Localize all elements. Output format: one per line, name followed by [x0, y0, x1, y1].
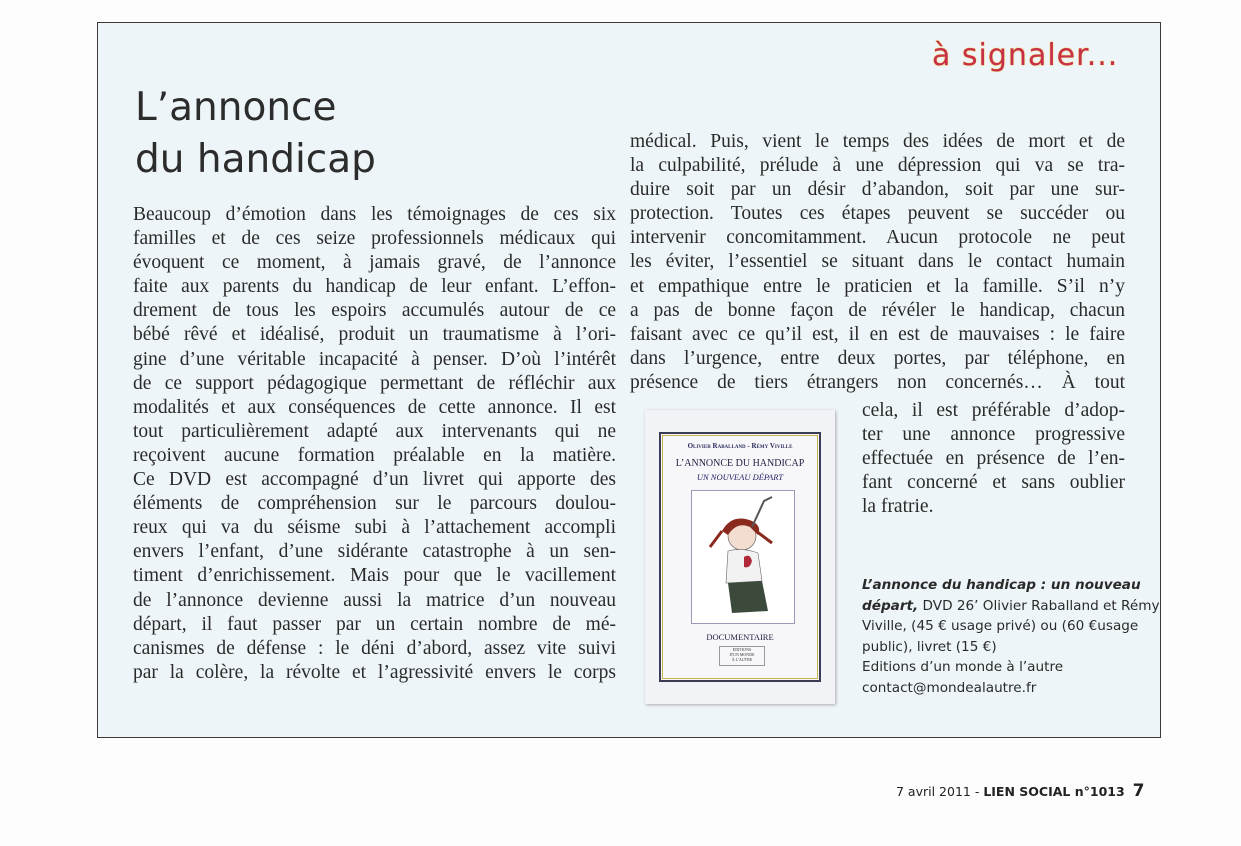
cover-subtitle: UN NOUVEAU DÉPART	[696, 472, 784, 482]
caption-details: DVD 26’ Olivier Raballand et Rémy Viville, (45 € usage privé) ou (60 €usage public), livret (15 €)	[862, 597, 1160, 655]
text-line: familles et de ces seize professionnels médicaux qui	[133, 228, 616, 250]
article-title	[135, 82, 376, 186]
caption-publisher: Editions d’un monde à l’autre	[862, 659, 1064, 675]
publisher-logo: EDITIONS D'UN MONDE À L'AUTRE	[719, 646, 765, 666]
text-line: la fratrie.	[862, 496, 934, 518]
section-label: à signaler...	[932, 38, 1119, 73]
right-column-narrow	[862, 399, 1125, 519]
text-line: de ce support pédagogique permettant de réfléchir aux	[133, 372, 616, 394]
cover-illustration	[691, 490, 795, 624]
text-line: reçoivent aucune formation préalable en la matière.	[133, 444, 616, 466]
footer-magazine: LIEN SOCIAL n°1013	[983, 784, 1125, 799]
dvd-caption	[862, 575, 1162, 698]
text-line: timent d’enrichissement. Mais pour que le vacillement	[133, 565, 616, 587]
text-line: protection. Toutes ces étapes peuvent se succéder ou	[630, 203, 1125, 225]
text-line: les éviter, l’essentiel se situant dans le contact humain	[630, 251, 1125, 273]
title-line: du handicap	[135, 137, 376, 182]
text-line: a pas de bonne façon de révéler le handicap, chacun	[630, 299, 1125, 321]
text-line: bébé rêvé et idéalisé, produit un traumatisme à l’ori-	[133, 324, 616, 346]
footer-date: 7 avril 2011 -	[896, 784, 984, 799]
caption-contact: contact@mondealautre.fr	[862, 679, 1037, 696]
text-line: faite aux parents du handicap de leur enfant. L’effon-	[133, 276, 616, 298]
text-line: canismes de défense : le déni d’abord, assez vite suivi	[133, 637, 616, 659]
text-line: éléments de compréhension sur le parcours doulou-	[133, 493, 616, 515]
text-line: Ce DVD est accompagné d’un livret qui apporte des	[133, 469, 616, 491]
cover-title: L’ANNONCE DU HANDICAP	[675, 458, 805, 469]
cover-authors: Olivier Raballand - Rémy Viville	[687, 442, 793, 450]
cover-frame	[659, 432, 821, 682]
text-line: par la colère, la révolte et l’agressivité envers le corps	[133, 661, 616, 683]
text-line: présence de tiers étrangers non concernés… À tout	[630, 371, 1125, 393]
text-line: gine d’une véritable incapacité à penser. D’où l’intérêt	[133, 348, 616, 370]
text-line: Beaucoup d’émotion dans les témoignages de ces six	[133, 204, 616, 225]
text-line: la culpabilité, prélude à une dépression qui va se tra-	[630, 155, 1125, 177]
text-line: médical. Puis, vient le temps des idées de mort et de	[630, 131, 1125, 152]
text-line: effectuée en présence de l’en-	[862, 448, 1125, 470]
cover-genre: DOCUMENTAIRE	[706, 632, 774, 642]
text-line: reux qui va du séisme subi à l’attachement accompli	[133, 517, 616, 539]
text-line: duire soit par un désir d’abandon, soit par une sur-	[630, 179, 1125, 201]
text-line: envers l’enfant, d’une sidérante catastrophe à un sen-	[133, 541, 616, 563]
text-line: ter une annonce progressive	[862, 424, 1125, 446]
text-line: cela, il est préférable d’adop-	[862, 400, 1125, 421]
text-line: fant concerné et sans oublier	[862, 472, 1125, 494]
title-line: L’annonce	[135, 85, 337, 130]
text-line: tout particulièrement adapté aux intervenants qui ne	[133, 420, 616, 442]
page-number: 7	[1132, 781, 1145, 801]
text-line: faisant avec ce qu’il est, il en est de mauvaises : le faire	[630, 323, 1125, 345]
text-line: drement de tous les espoirs accumulés autour de ce	[133, 300, 616, 322]
text-line: intervenir concomitamment. Aucun protocole ne peut	[630, 227, 1125, 249]
right-column	[630, 130, 1125, 395]
left-column	[133, 203, 616, 685]
text-line: évoquent ce moment, à jamais gravé, de l’annonce	[133, 252, 616, 274]
text-line: de l’annonce devienne aussi la matrice d’un nouveau	[133, 589, 616, 611]
text-line: modalités et aux conséquences de cette annonce. Il est	[133, 396, 616, 418]
text-line: et empathique entre le praticien et la famille. S’il n’y	[630, 275, 1125, 297]
dvd-cover-image	[645, 410, 835, 704]
caption-title: L’annonce du handicap : un nouveau départ,	[862, 577, 1141, 614]
text-line: départ, il faut passer par un certain nombre de mé-	[133, 613, 616, 635]
page-footer	[896, 781, 1145, 801]
text-line: dans l’urgence, entre deux portes, par téléphone, en	[630, 347, 1125, 369]
